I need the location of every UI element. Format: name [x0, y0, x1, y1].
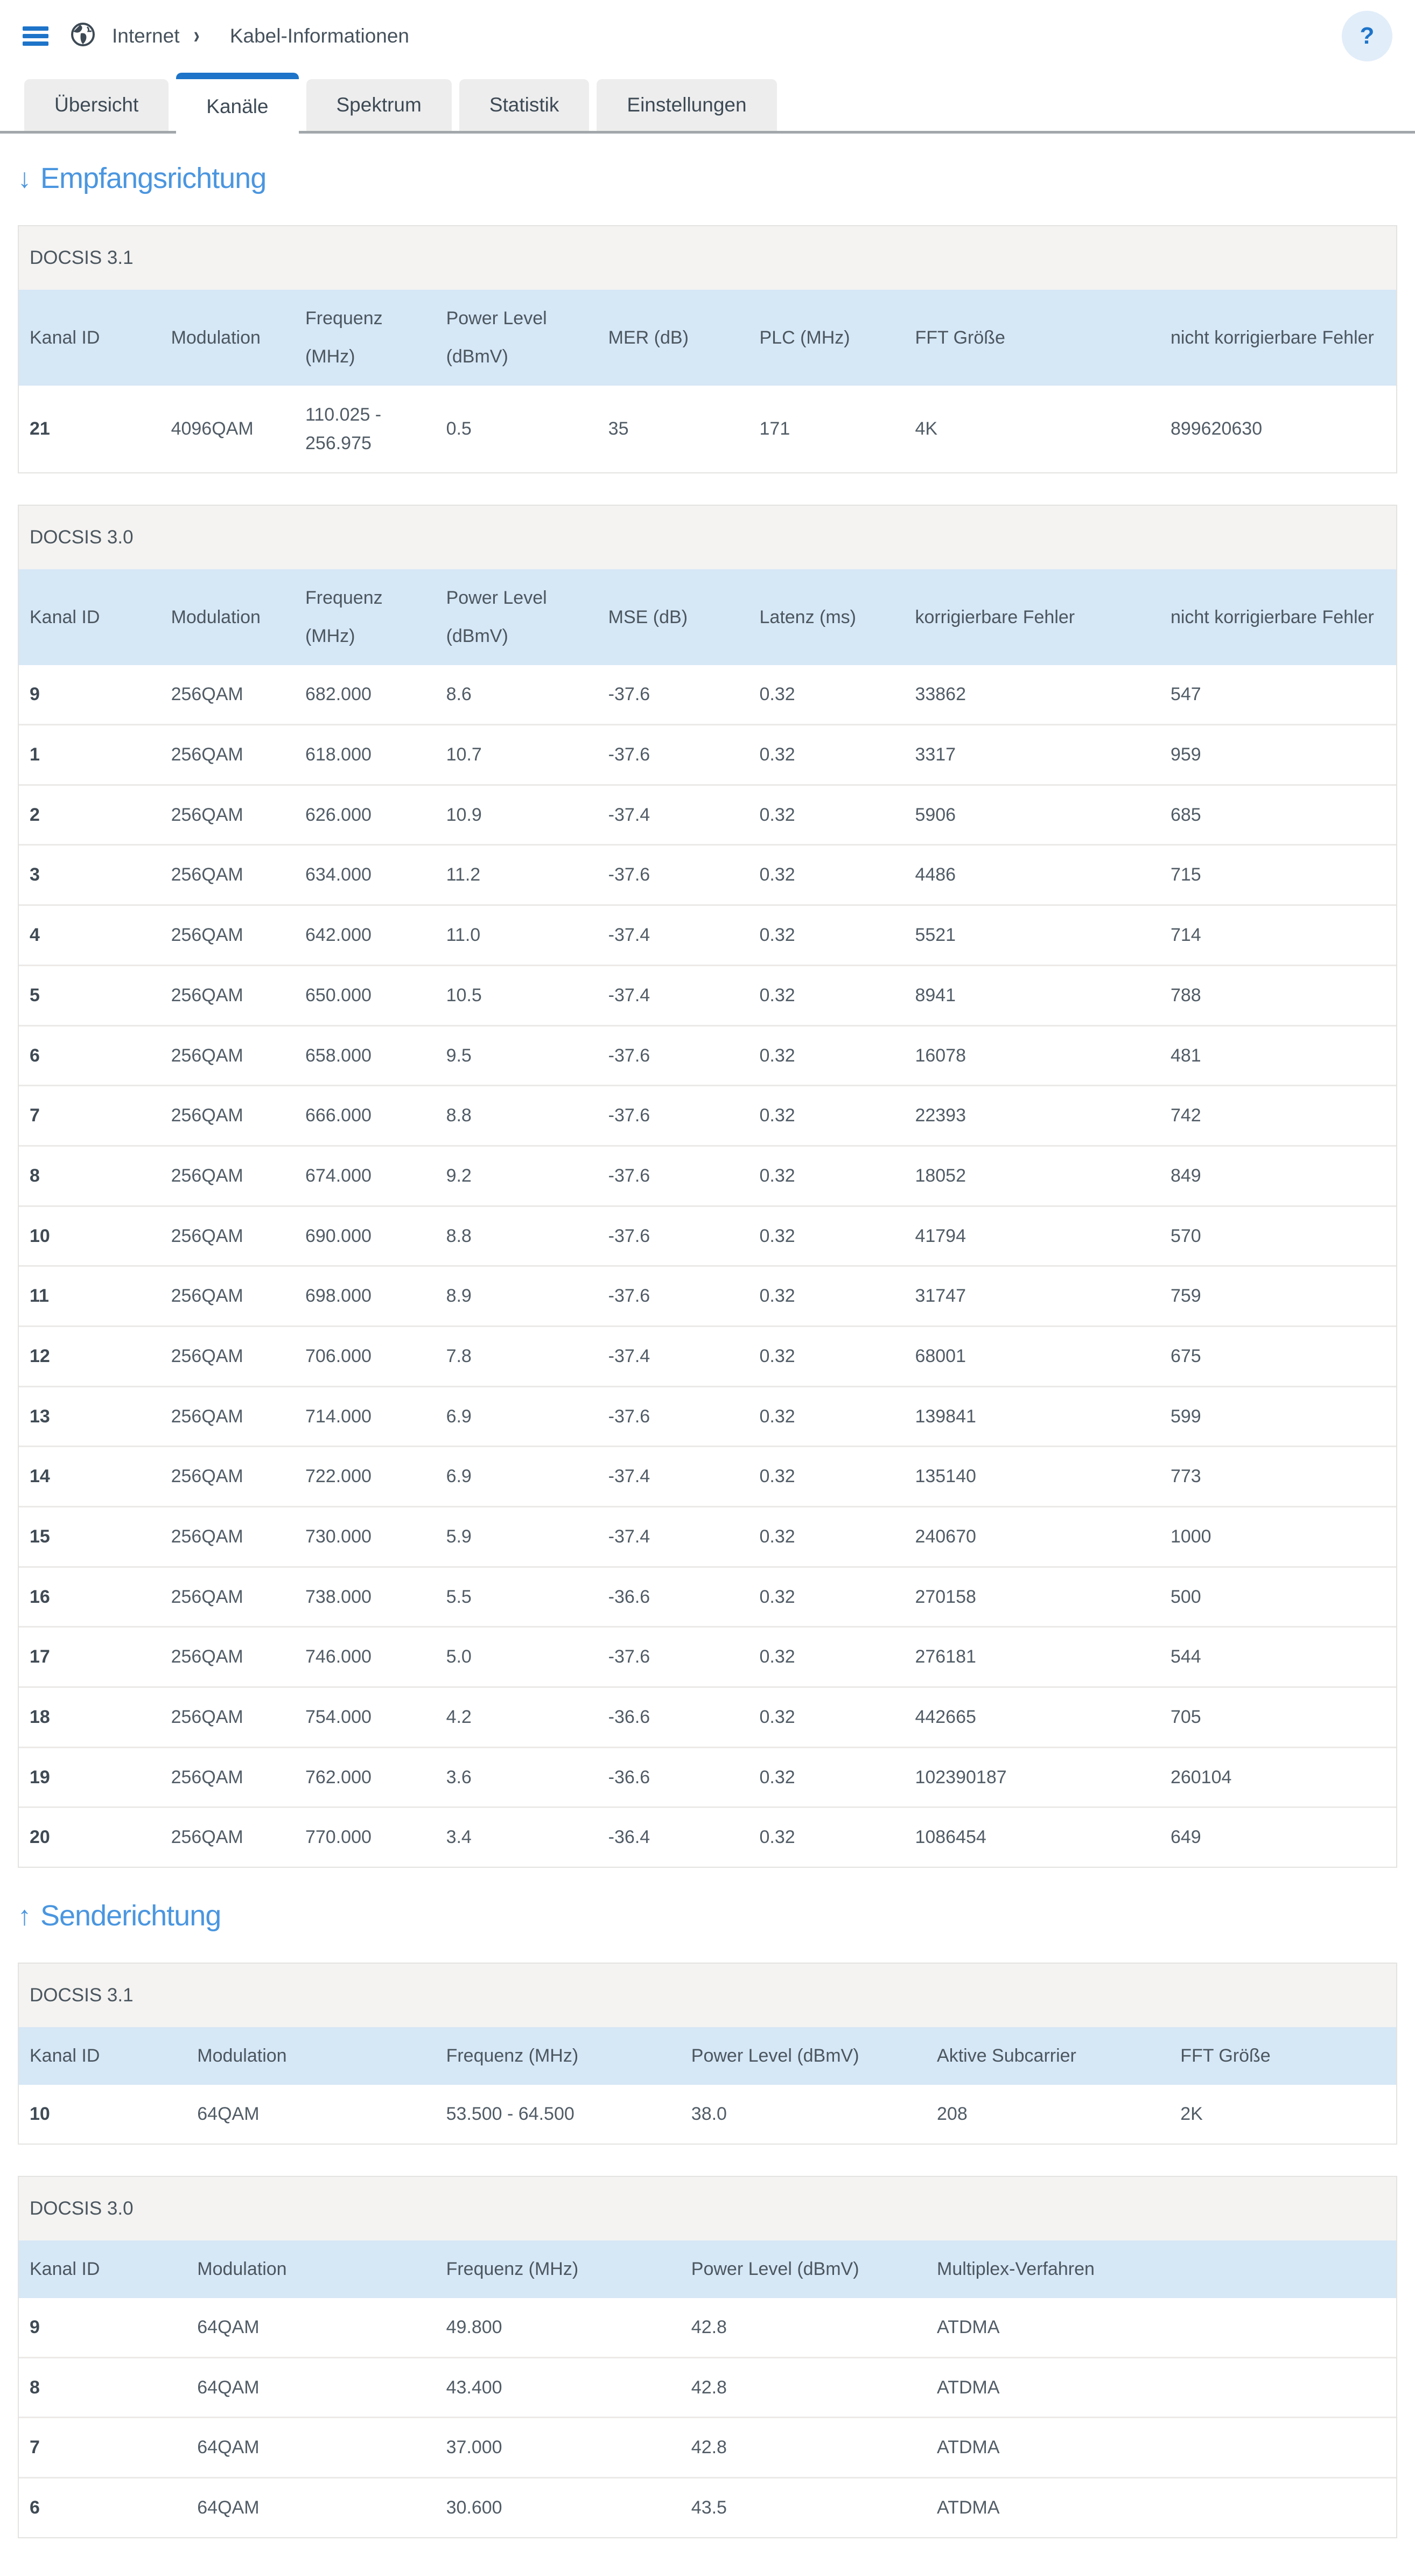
cell: 0.32	[749, 1025, 905, 1086]
table-row	[19, 1627, 1396, 1687]
cell: 0.32	[749, 1807, 905, 1867]
cell: 16078	[904, 1025, 1159, 1086]
cell: 38.0	[691, 2104, 727, 2125]
header-row	[19, 2240, 1396, 2298]
cell: 68001	[904, 1326, 1159, 1386]
tab--bersicht[interactable]: Übersicht	[24, 79, 169, 131]
cell: 64QAM	[186, 2477, 435, 2537]
cell: 256QAM	[160, 1807, 295, 1867]
docsis30-section-label: DOCSIS 3.0	[19, 506, 1396, 569]
cell: 21	[30, 418, 50, 439]
cell: 8	[19, 1146, 160, 1206]
cell: 42.8	[681, 2418, 926, 2478]
cell: 256QAM	[160, 1747, 295, 1807]
cell: 634.000	[295, 845, 436, 905]
cell: 706.000	[295, 1326, 436, 1386]
cell: 37.000	[436, 2418, 681, 2478]
cell: 276181	[904, 1627, 1159, 1687]
cell: 0.32	[749, 1747, 905, 1807]
cell: 256QAM	[160, 1326, 295, 1386]
cell: 762.000	[295, 1747, 436, 1807]
cell: -36.6	[598, 1567, 749, 1627]
cell: 256QAM	[160, 1687, 295, 1748]
cell: 64QAM	[197, 2316, 260, 2337]
column-header: Modulation	[160, 569, 295, 665]
cell: 682.000	[305, 684, 372, 705]
cell: 110.025 - 256.975	[305, 404, 382, 453]
cell: -37.6	[608, 684, 650, 705]
cable-information-content	[0, 162, 1415, 2576]
header-row	[19, 569, 1396, 665]
cell: 270158	[904, 1567, 1159, 1627]
cell: 0.32	[749, 725, 905, 785]
cell: 256QAM	[171, 684, 243, 705]
table-row	[19, 1086, 1396, 1146]
cell: 20	[19, 1807, 160, 1867]
cell: 9.2	[436, 1146, 598, 1206]
cell: 3.4	[436, 1807, 598, 1867]
top-bar	[0, 0, 1415, 72]
cell: 256QAM	[160, 965, 295, 1025]
cell: 64QAM	[186, 2357, 435, 2418]
cell: 666.000	[295, 1086, 436, 1146]
downstream-docsis30-card	[18, 505, 1397, 1868]
cell: 849	[1160, 1146, 1396, 1206]
cell: -37.4	[598, 1326, 749, 1386]
cell: 3.6	[436, 1747, 598, 1807]
table-row	[19, 665, 1396, 724]
cell: 650.000	[295, 965, 436, 1025]
cell: 714.000	[295, 1386, 436, 1447]
tab-kan-le[interactable]: Kanäle	[176, 73, 298, 134]
column-header: Kanal ID	[19, 2027, 186, 2085]
column-header: Kanal ID	[19, 569, 160, 665]
table-row	[19, 725, 1396, 785]
arrow-up-icon: ↑	[18, 1901, 31, 1931]
cell: 754.000	[295, 1687, 436, 1748]
cell: 544	[1160, 1627, 1396, 1687]
cell: -37.6	[598, 725, 749, 785]
column-header: Modulation	[160, 290, 295, 386]
cell: 675	[1160, 1326, 1396, 1386]
cell: ATDMA	[937, 2316, 1000, 2337]
tab-einstellungen[interactable]: Einstellungen	[597, 79, 776, 131]
table-row	[19, 386, 1396, 472]
column-header: Power Level (dBmV)	[436, 290, 598, 386]
cell: 4.2	[436, 1687, 598, 1748]
cell: 730.000	[295, 1507, 436, 1567]
cell: 11.2	[436, 845, 598, 905]
table-row	[19, 2357, 1396, 2418]
cell: 2K	[1180, 2104, 1203, 2125]
cell: 35	[608, 418, 629, 439]
cell: 102390187	[904, 1747, 1159, 1807]
cell: -36.6	[598, 1747, 749, 1807]
cell: 0.32	[749, 785, 905, 845]
table-row	[19, 1146, 1396, 1206]
table-row	[19, 1507, 1396, 1567]
table-row	[19, 2477, 1396, 2537]
cell: 10.9	[436, 785, 598, 845]
column-header: FFT Größe	[1169, 2027, 1396, 2085]
column-header: Frequenz (MHz)	[436, 2027, 681, 2085]
cell: 6	[19, 1025, 160, 1086]
cell: -36.4	[598, 1807, 749, 1867]
cell: 714	[1160, 905, 1396, 966]
cell: -36.6	[598, 1687, 749, 1748]
cell: 3317	[904, 725, 1159, 785]
breadcrumb-section[interactable]: Internet	[112, 24, 180, 47]
cell: 1086454	[904, 1807, 1159, 1867]
cell: ATDMA	[926, 2477, 1396, 2537]
cell: 240670	[904, 1507, 1159, 1567]
cell: 31747	[904, 1266, 1159, 1327]
cell: -37.6	[598, 1266, 749, 1327]
cell: 705	[1160, 1687, 1396, 1748]
cell: 256QAM	[160, 1627, 295, 1687]
cell: 10	[19, 1206, 160, 1266]
table-row	[19, 1807, 1396, 1867]
cell: ATDMA	[926, 2357, 1396, 2418]
cell: 7.8	[436, 1326, 598, 1386]
cell: 8	[19, 2357, 186, 2418]
cell: 260104	[1160, 1747, 1396, 1807]
column-header: Aktive Subcarrier	[926, 2027, 1169, 2085]
table-row	[19, 1206, 1396, 1266]
header-row	[19, 290, 1396, 386]
downstream-docsis31-card	[18, 225, 1397, 473]
cell: 5.9	[436, 1507, 598, 1567]
column-header: Frequenz (MHz)	[295, 569, 436, 665]
cell: 642.000	[295, 905, 436, 966]
cell: 788	[1160, 965, 1396, 1025]
cell: 5.5	[436, 1567, 598, 1627]
cell: 500	[1160, 1567, 1396, 1627]
cell: 0.32	[749, 1507, 905, 1567]
cell: 618.000	[295, 725, 436, 785]
cell: 256QAM	[160, 1567, 295, 1627]
cell: 256QAM	[160, 1386, 295, 1447]
cell: 256QAM	[160, 1206, 295, 1266]
downstream-section-heading	[18, 162, 1397, 195]
cell: 256QAM	[160, 1146, 295, 1206]
downstream-docsis31-table	[19, 290, 1396, 472]
cell: 7	[19, 2418, 186, 2478]
cell: 4096QAM	[171, 418, 254, 439]
cell: 43.400	[436, 2357, 681, 2418]
cell: 5	[19, 965, 160, 1025]
cell: 0.32	[749, 1567, 905, 1627]
cell: 0.32	[749, 845, 905, 905]
cell: 8.9	[436, 1266, 598, 1327]
column-header: Latenz (ms)	[749, 569, 905, 665]
cell: 1000	[1160, 1507, 1396, 1567]
downstream-docsis30-table	[19, 569, 1396, 1867]
cell: 256QAM	[160, 1025, 295, 1086]
table-row	[19, 2085, 1396, 2144]
table-row	[19, 1567, 1396, 1627]
cell: 5521	[904, 905, 1159, 966]
cell: 19	[19, 1747, 160, 1807]
cell: 5.0	[436, 1627, 598, 1687]
cell: 64QAM	[197, 2104, 260, 2125]
column-header: FFT Größe	[904, 290, 1159, 386]
docsis31-section-label: DOCSIS 3.1	[19, 1964, 1396, 2027]
cell: 0.32	[749, 1146, 905, 1206]
table-row	[19, 1447, 1396, 1507]
cell: 43.5	[681, 2477, 926, 2537]
column-header: PLC (MHz)	[749, 290, 905, 386]
cell: 547	[1170, 684, 1201, 705]
cell: 4486	[904, 845, 1159, 905]
cell: 0.32	[759, 684, 795, 705]
cell: 41794	[904, 1206, 1159, 1266]
column-header: MER (dB)	[598, 290, 749, 386]
cell: 256QAM	[160, 725, 295, 785]
help-button[interactable]: ?	[1342, 11, 1392, 61]
cell: 738.000	[295, 1567, 436, 1627]
tab-statistik[interactable]: Statistik	[459, 79, 590, 131]
upstream-docsis30-card	[18, 2176, 1397, 2538]
cell: -37.4	[598, 1447, 749, 1507]
cell: 746.000	[295, 1627, 436, 1687]
cell: 18052	[904, 1146, 1159, 1206]
cell: 8.8	[436, 1086, 598, 1146]
arrow-down-icon: ↓	[18, 163, 31, 193]
cell: 256QAM	[160, 785, 295, 845]
breadcrumb	[96, 22, 410, 49]
cell: 10.7	[436, 725, 598, 785]
cell: 11.0	[436, 905, 598, 966]
cell: 8.8	[436, 1206, 598, 1266]
cell: 742	[1160, 1086, 1396, 1146]
cell: -37.4	[598, 965, 749, 1025]
upstream-section-title: Senderichtung	[40, 1900, 221, 1932]
cell: 6.9	[436, 1386, 598, 1447]
cell: 442665	[904, 1687, 1159, 1748]
cell: 698.000	[295, 1266, 436, 1327]
cell: 256QAM	[160, 845, 295, 905]
column-header: Modulation	[186, 2027, 435, 2085]
cell: 0.32	[749, 1386, 905, 1447]
cell: 256QAM	[160, 1086, 295, 1146]
column-header: Power Level (dBmV)	[436, 569, 598, 665]
column-header: Power Level (dBmV)	[681, 2027, 926, 2085]
cell: 13	[19, 1386, 160, 1447]
cell: 0.32	[749, 1447, 905, 1507]
cell: 658.000	[295, 1025, 436, 1086]
cell: 10	[30, 2104, 50, 2125]
breadcrumb-page: Kabel-Informationen	[229, 24, 410, 47]
cell: -37.6	[598, 845, 749, 905]
table-row	[19, 1326, 1396, 1386]
cell: 42.8	[691, 2316, 727, 2337]
cell: 599	[1160, 1386, 1396, 1447]
cell: 0.32	[749, 1086, 905, 1146]
cell: 959	[1160, 725, 1396, 785]
cell: 0.32	[749, 1266, 905, 1327]
cell: 773	[1160, 1447, 1396, 1507]
column-header: nicht korrigierbare Fehler	[1160, 290, 1396, 386]
cell: 685	[1160, 785, 1396, 845]
upstream-docsis31-table	[19, 2027, 1396, 2144]
upstream-section-heading	[18, 1899, 1397, 1932]
cell: 18	[19, 1687, 160, 1748]
tab-spektrum[interactable]: Spektrum	[306, 79, 452, 131]
cell: 899620630	[1170, 418, 1263, 439]
globe-icon	[70, 22, 96, 50]
table-row	[19, 1747, 1396, 1807]
table-row	[19, 905, 1396, 966]
cell: -37.6	[598, 1206, 749, 1266]
cell: 64QAM	[186, 2418, 435, 2478]
cell: 6	[19, 2477, 186, 2537]
downstream-section-title: Empfangsrichtung	[40, 162, 267, 194]
cell: 9	[30, 684, 40, 705]
cell: 5906	[904, 785, 1159, 845]
column-header: Frequenz (MHz)	[295, 290, 436, 386]
cell: ATDMA	[926, 2418, 1396, 2478]
cell: 30.600	[436, 2477, 681, 2537]
cell: 0.32	[749, 1206, 905, 1266]
table-row	[19, 845, 1396, 905]
cell: 16	[19, 1567, 160, 1627]
table-row	[19, 965, 1396, 1025]
cell: -37.6	[598, 1386, 749, 1447]
column-header: Frequenz (MHz)	[436, 2240, 681, 2298]
column-header: nicht korrigierbare Fehler	[1160, 569, 1396, 665]
cell: 256QAM	[160, 905, 295, 966]
cell: 12	[19, 1326, 160, 1386]
column-header: Multiplex-Verfahren	[926, 2240, 1396, 2298]
cell: -37.4	[598, 1507, 749, 1567]
cell: 135140	[904, 1447, 1159, 1507]
cell: -37.4	[598, 905, 749, 966]
cell: 22393	[904, 1086, 1159, 1146]
cell: -37.6	[598, 1086, 749, 1146]
cell: 674.000	[295, 1146, 436, 1206]
cell: 256QAM	[160, 1447, 295, 1507]
cell: 3	[19, 845, 160, 905]
cell: 481	[1160, 1025, 1396, 1086]
table-row	[19, 785, 1396, 845]
cell: 171	[759, 418, 790, 439]
cell: 0.32	[749, 965, 905, 1025]
cell: 690.000	[295, 1206, 436, 1266]
column-header: Kanal ID	[19, 290, 160, 386]
cell: 33862	[915, 684, 966, 705]
chevron-right-icon: ›	[193, 22, 200, 49]
cell: 0.32	[749, 1627, 905, 1687]
cell: 10.5	[436, 965, 598, 1025]
cell: 2	[19, 785, 160, 845]
cell: 4K	[915, 418, 938, 439]
table-row	[19, 1687, 1396, 1748]
cell: 17	[19, 1627, 160, 1687]
column-header: Power Level (dBmV)	[681, 2240, 926, 2298]
cell: 626.000	[295, 785, 436, 845]
cell: 0.32	[749, 1687, 905, 1748]
cell: 49.800	[446, 2316, 502, 2337]
table-row	[19, 1266, 1396, 1327]
column-header: Modulation	[186, 2240, 435, 2298]
cell: 256QAM	[160, 1507, 295, 1567]
cell: 715	[1160, 845, 1396, 905]
cell: 9.5	[436, 1025, 598, 1086]
cell: 256QAM	[160, 1266, 295, 1327]
cell: 14	[19, 1447, 160, 1507]
table-row	[19, 2418, 1396, 2478]
upstream-docsis30-table	[19, 2240, 1396, 2537]
cell: 0.32	[749, 1326, 905, 1386]
cell: -37.6	[598, 1025, 749, 1086]
cell: 139841	[904, 1386, 1159, 1447]
table-row	[19, 1025, 1396, 1086]
upstream-docsis31-card	[18, 1963, 1397, 2145]
cell: 770.000	[295, 1807, 436, 1867]
cell: 8.6	[446, 684, 472, 705]
table-row	[19, 1386, 1396, 1447]
cell: 570	[1160, 1206, 1396, 1266]
cell: 649	[1160, 1807, 1396, 1867]
cell: 759	[1160, 1266, 1396, 1327]
cell: 4	[19, 905, 160, 966]
cell: 9	[30, 2316, 40, 2337]
tab-bar	[0, 72, 1415, 134]
menu-icon[interactable]	[23, 26, 48, 46]
cell: 7	[19, 1086, 160, 1146]
cell: 722.000	[295, 1447, 436, 1507]
column-header: korrigierbare Fehler	[904, 569, 1159, 665]
cell: -37.6	[598, 1146, 749, 1206]
table-row	[19, 2298, 1396, 2357]
cell: 0.5	[446, 418, 472, 439]
cell: 8941	[904, 965, 1159, 1025]
cell: 6.9	[436, 1447, 598, 1507]
cell: 0.32	[749, 905, 905, 966]
column-header: Kanal ID	[19, 2240, 186, 2298]
header-row	[19, 2027, 1396, 2085]
cell: 208	[937, 2104, 968, 2125]
column-header: MSE (dB)	[598, 569, 749, 665]
cell: 11	[19, 1266, 160, 1327]
cell: 53.500 - 64.500	[446, 2104, 575, 2125]
cell: -37.4	[598, 785, 749, 845]
docsis31-section-label: DOCSIS 3.1	[19, 226, 1396, 290]
cell: -37.6	[598, 1627, 749, 1687]
cell: 42.8	[681, 2357, 926, 2418]
docsis30-section-label: DOCSIS 3.0	[19, 2177, 1396, 2240]
cell: 1	[19, 725, 160, 785]
cell: 15	[19, 1507, 160, 1567]
